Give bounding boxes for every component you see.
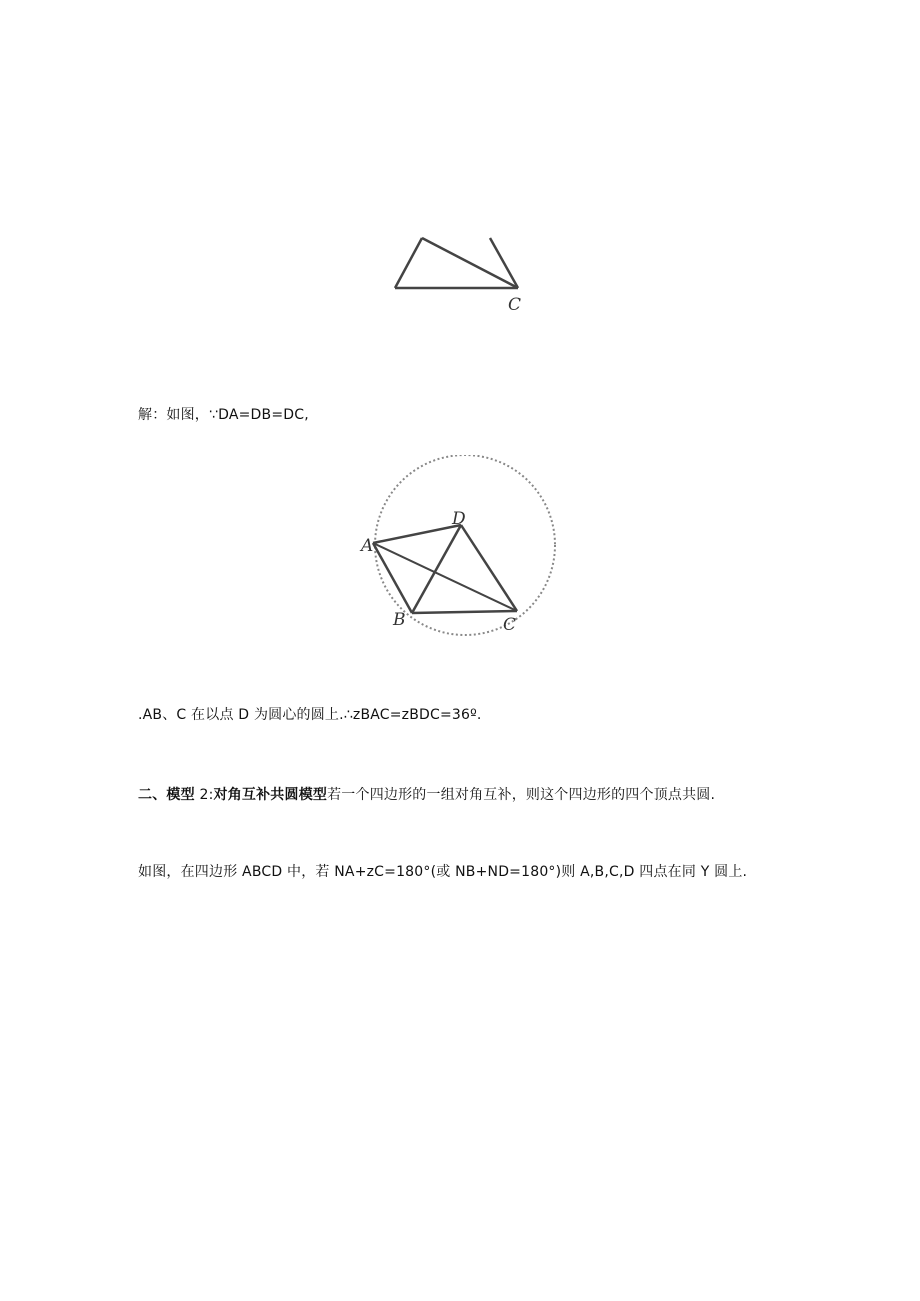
segment-bd bbox=[412, 525, 461, 613]
segment-ab bbox=[373, 543, 412, 613]
segment-left bbox=[395, 238, 422, 288]
point-label-a: A bbox=[361, 536, 374, 556]
model2-num: 2: bbox=[194, 787, 214, 803]
segment-bc bbox=[412, 611, 517, 613]
model2-prefix: 模型 bbox=[166, 787, 195, 803]
model2-name: 对角互补共圆模型 bbox=[213, 787, 328, 803]
point-label-b: B bbox=[393, 610, 406, 630]
circumcircle bbox=[375, 455, 555, 635]
model2-statement: 若一个四边形的一组对角互补，则这个四边形的四个顶点共圆. bbox=[327, 787, 716, 803]
model2-example: 如图，在四边形 ABCD 中，若 NA+zC=180°(或 NB+ND=180°)则 A,B,C,D 四点在同 Y 圆上. bbox=[138, 864, 748, 880]
point-label-d: D bbox=[452, 509, 466, 529]
circle-figure bbox=[355, 455, 570, 640]
point-label-c: C bbox=[508, 295, 522, 315]
segment-ad bbox=[373, 525, 461, 543]
conclusion-line: .AB、C 在以点 D 为圆心的圆上.∴zBAC=zBDC=36º. bbox=[138, 707, 482, 723]
point-label-c: C bbox=[503, 615, 517, 635]
solution-intro: 解：如图，∵DA=DB=DC, bbox=[138, 407, 309, 423]
model2-number: 二、 bbox=[138, 787, 167, 803]
top-partial-figure bbox=[380, 230, 540, 320]
model2-heading bbox=[138, 785, 715, 805]
